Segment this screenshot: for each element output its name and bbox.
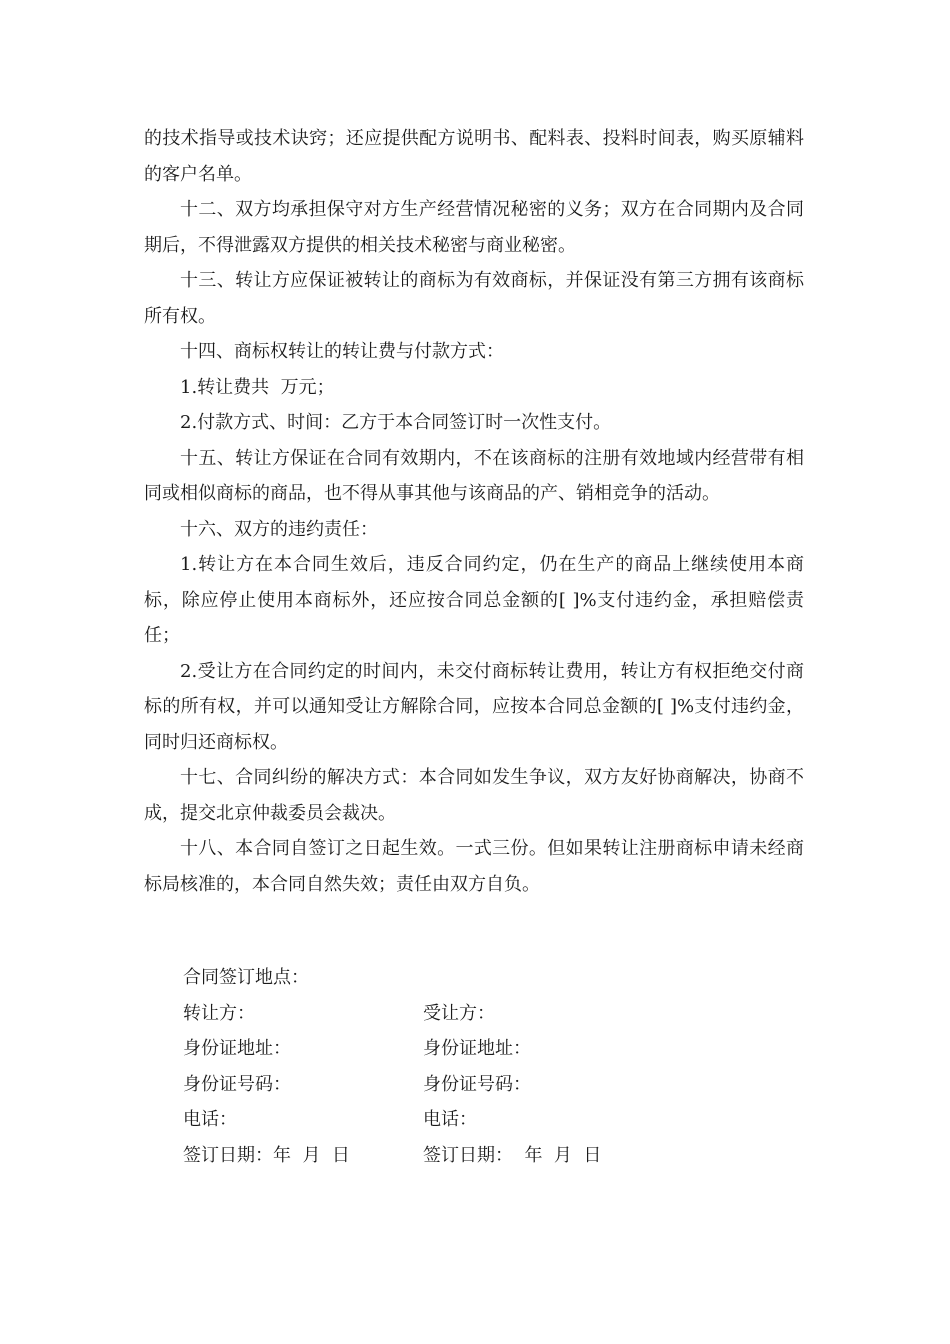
signing-place-label: 合同签订地点： [183, 967, 309, 988]
clause-13: 十三、转让方应保证被转让的商标为有效商标，并保证没有第三方拥有该商标所有权。 [144, 270, 804, 327]
signature-row [183, 1138, 743, 1174]
clause-14: 十四、商标权转让的转让费与付款方式： [180, 341, 504, 362]
signature-block [183, 960, 743, 1173]
transferor-phone-label: 电话： [183, 1109, 237, 1130]
transferee-id-address-label: 身份证地址： [423, 1038, 531, 1059]
clause-16-item-2: 2.受让方在合同约定的时间内，未交付商标转让费用，转让方有权拒绝交付商标的所有权，并可以通知受让方解除合同，应按本合同总金额的[ ]%支付违约金，同时归还商标权。 [144, 660, 804, 753]
transferee-label: 受让方： [423, 1002, 495, 1024]
transferee-phone-label: 电话： [423, 1109, 477, 1130]
signature-row [183, 1031, 743, 1067]
transferee-sign-date-label: 签订日期： 年 月 日 [423, 1144, 602, 1166]
clause-17: 十七、合同纠纷的解决方式：本合同如发生争议，双方友好协商解决，协商不成，提交北京仲裁委员会裁决。 [144, 767, 804, 824]
signature-row [183, 1067, 743, 1103]
clause-18: 十八、本合同自签订之日起生效。一式三份。但如果转让注册商标申请未经商标局核准的，本合同自然失效；责任由双方自负。 [144, 838, 804, 895]
paragraph-continuation: 的技术指导或技术诀窍；还应提供配方说明书、配料表、投料时间表，购买原辅料的客户名单。 [144, 128, 804, 185]
transferor-sign-date-label: 签订日期：年 月 日 [183, 1144, 350, 1166]
transferor-label: 转让方： [183, 1002, 255, 1024]
clause-12: 十二、双方均承担保守对方生产经营情况秘密的义务；双方在合同期内及合同期后，不得泄露双方提供的相关技术秘密与商业秘密。 [144, 199, 804, 256]
clause-14-item-1: 1.转让费共 万元； [180, 376, 335, 398]
transferor-id-address-label: 身份证地址： [183, 1038, 291, 1059]
transferee-id-number-label: 身份证号码： [423, 1073, 531, 1095]
clause-14-item-2: 2.付款方式、时间：乙方于本合同签订时一次性支付。 [180, 412, 612, 433]
signature-row [183, 1102, 743, 1138]
transferor-id-number-label: 身份证号码： [183, 1073, 291, 1095]
signing-place-row [183, 960, 743, 996]
clause-16-item-1: 1.转让方在本合同生效后，违反合同约定，仍在生产的商品上继续使用本商标，除应停止使用本商标外，还应按合同总金额的[ ]%支付违约金，承担赔偿责任； [144, 554, 804, 646]
clause-16: 十六、双方的违约责任： [180, 518, 378, 540]
contract-body [144, 121, 804, 902]
clause-15: 十五、转让方保证在合同有效期内，不在该商标的注册有效地域内经营带有相同或相似商标的商品，也不得从事其他与该商品的产、销相竞争的活动。 [144, 447, 804, 504]
signature-row [183, 996, 743, 1032]
